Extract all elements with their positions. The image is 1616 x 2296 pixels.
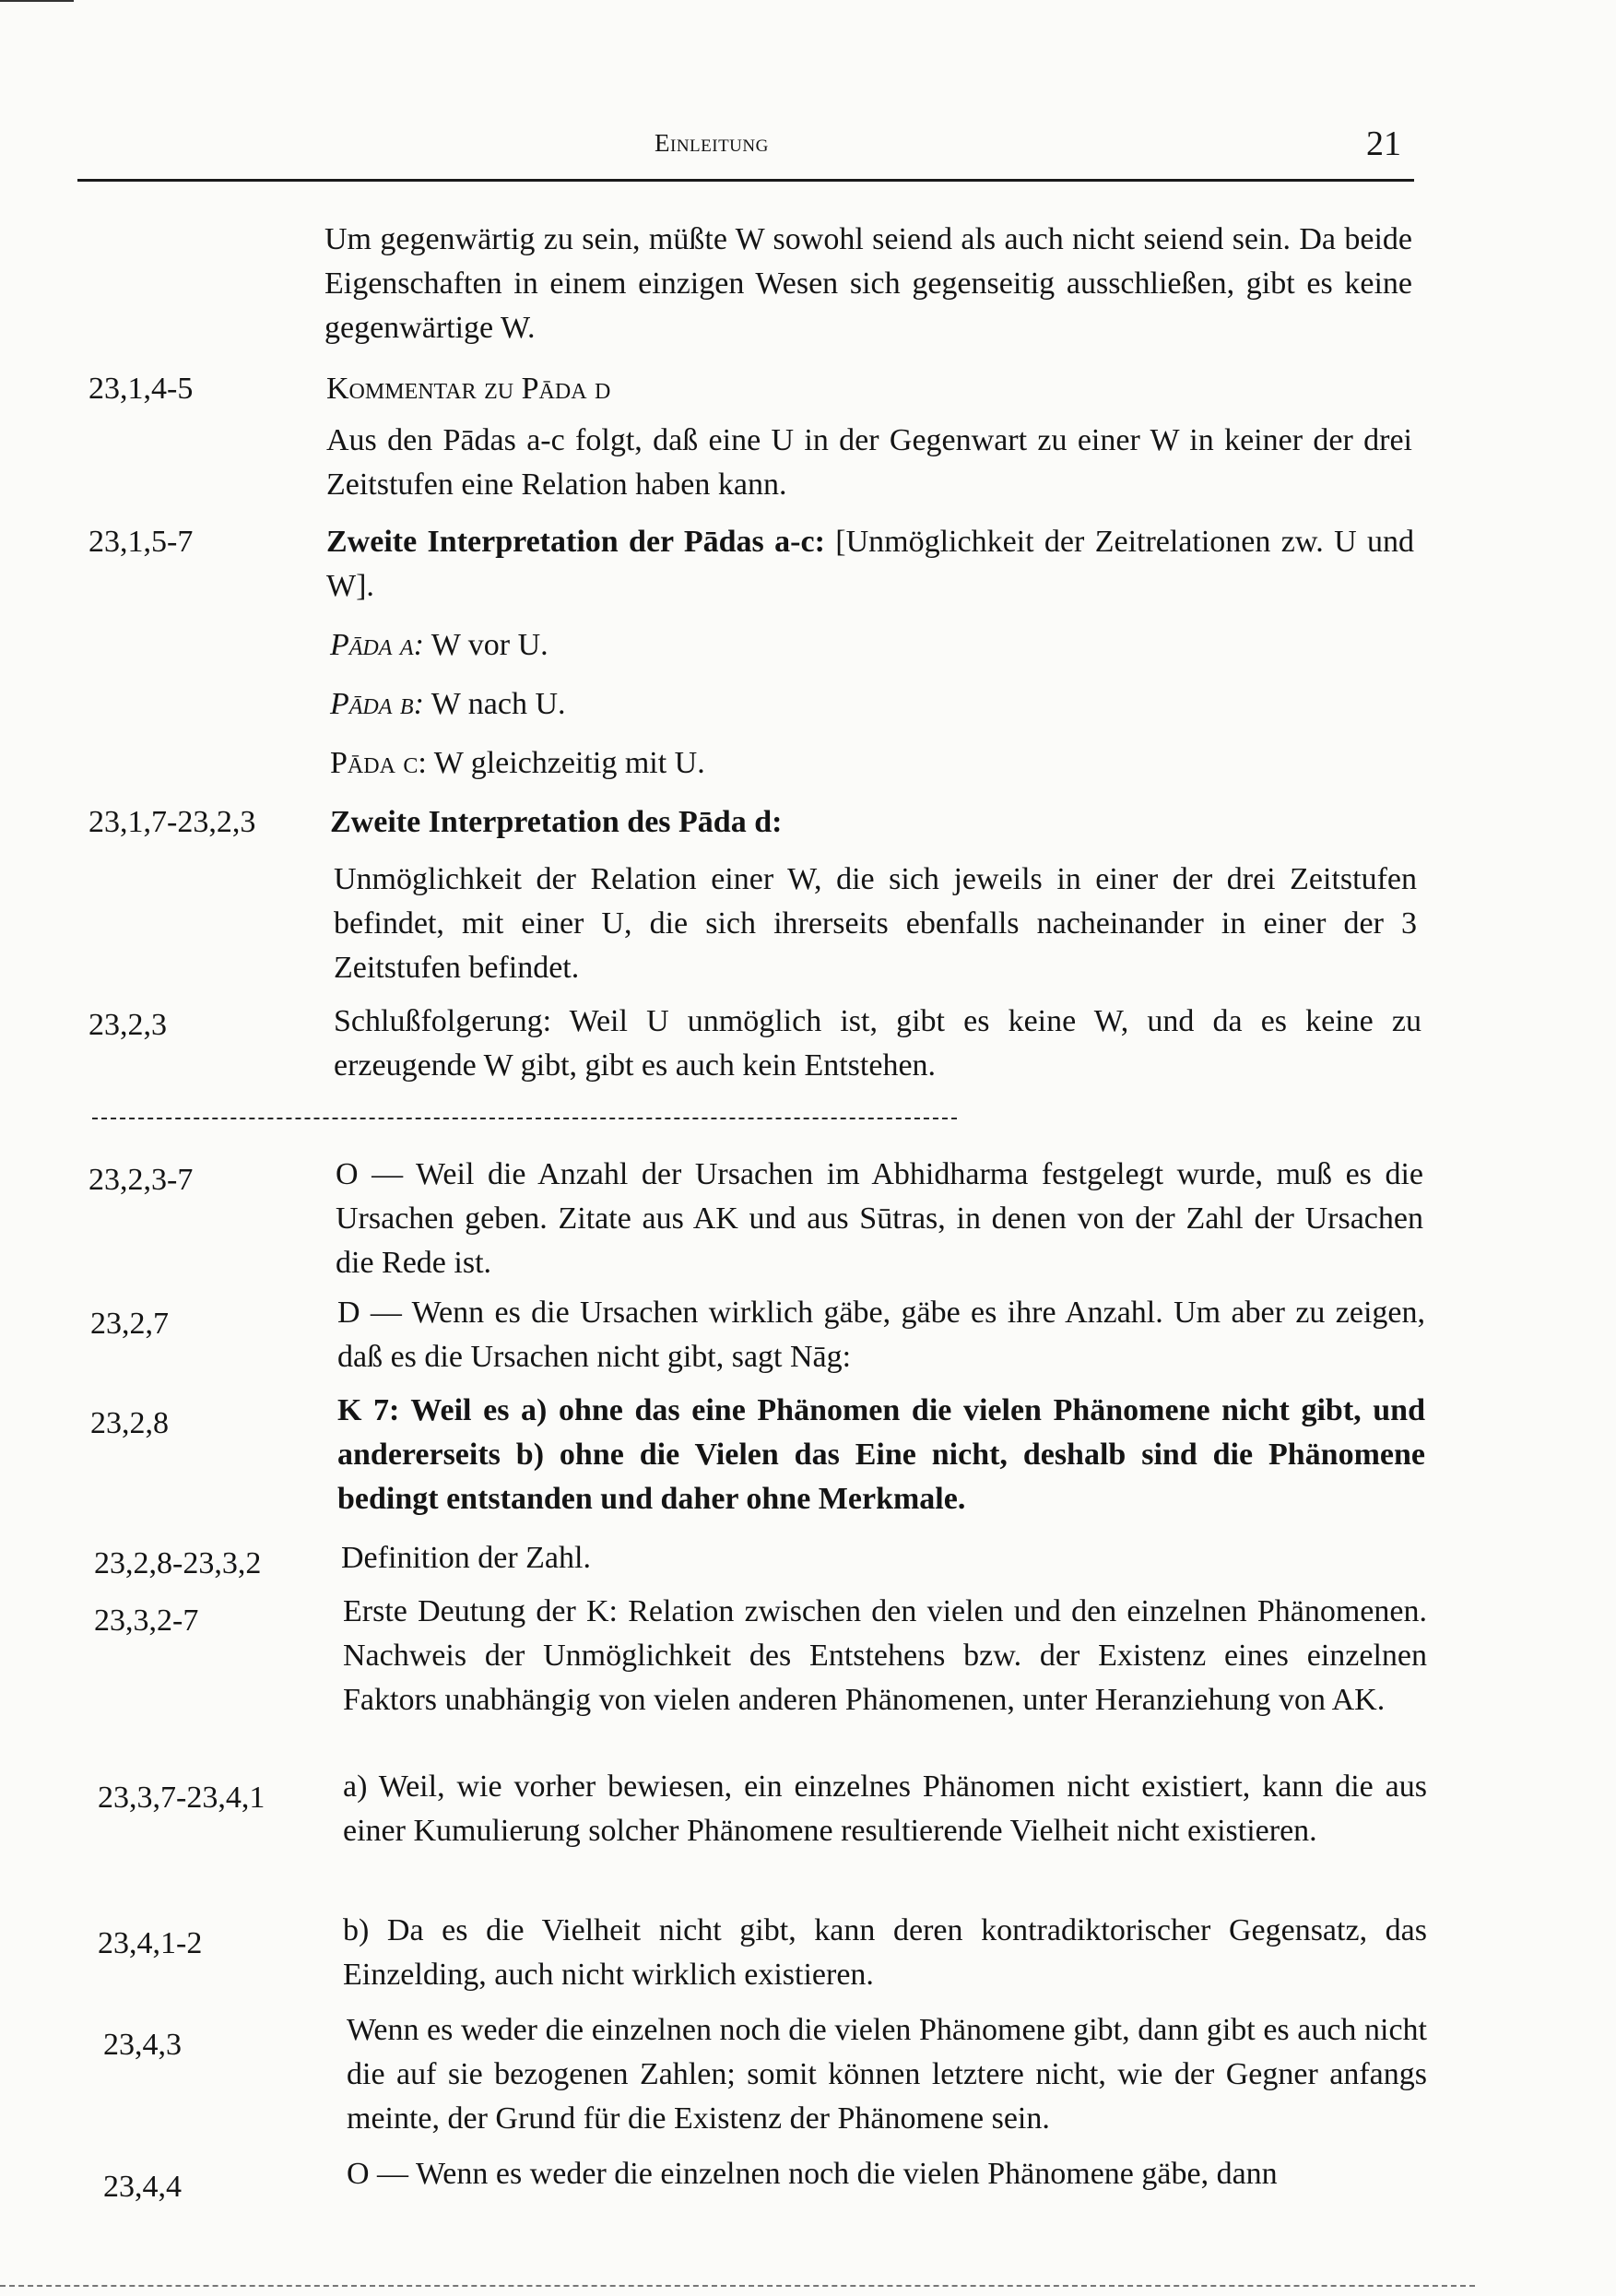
reference: 23,2,8: [90, 1406, 169, 1440]
pada-line: [330, 741, 1344, 786]
paragraph: Erste Deutung der K: Relation zwischen den vielen und den einzelnen Phänomenen. Nachweis der Unmöglichkeit des Entstehens bzw. der Existenz eines einzelnen Faktors unabhängig von vielen anderen Phänomenen, unter Heranziehung von AK.: [343, 1594, 1427, 1717]
bold-heading: Zweite Interpretation des Pāda d:: [330, 805, 783, 839]
header-rule: [77, 179, 1414, 182]
paragraph: [326, 520, 1414, 609]
pada-label: Pāda a:: [330, 628, 424, 662]
paragraph: Aus den Pādas a-c folgt, daß eine U in der Gegenwart zu einer W in keiner der drei Zeitstufen eine Relation haben kann.: [326, 423, 1412, 502]
reference: 23,2,3-7: [88, 1163, 194, 1197]
scan-edge: [0, 2285, 1475, 2287]
bold-paragraph: K 7: Weil es a) ohne das eine Phänomen die vielen Phänomene nicht gibt, und andererseits b) ohne die Vielen das Eine nicht, deshalb sind die Phänomene bedingt entstanden und daher ohne Merkmale.: [337, 1393, 1425, 1516]
page-number: 21: [1366, 124, 1401, 163]
reference: 23,2,7: [90, 1307, 169, 1341]
paragraph: D — Wenn es die Ursachen wirklich gäbe, gäbe es ihre Anzahl. Um aber zu zeigen, daß es die Ursachen nicht gibt, sagt Nāg:: [337, 1296, 1425, 1374]
pada-line: [330, 623, 1344, 668]
reference: 23,3,7-23,4,1: [98, 1781, 265, 1815]
paragraph: Um gegenwärtig zu sein, müßte W sowohl seiend als auch nicht seiend sein. Da beide Eigenschaften in einem einzigen Wesen sich gegenseitig ausschließen, gibt es keine gegenwärtige W.: [324, 222, 1412, 345]
section-separator: [92, 1118, 957, 1119]
pada-line: [330, 682, 1344, 727]
paragraph: O — Wenn es weder die einzelnen noch die vielen Phänomene gäbe, dann: [347, 2157, 1278, 2191]
reference: 23,4,3: [103, 2028, 182, 2062]
bold-heading: Zweite Interpretation der Pādas a-c:: [326, 525, 825, 559]
pada-text: W vor U.: [423, 628, 548, 662]
paragraph: O — Weil die Anzahl der Ursachen im Abhidharma festgelegt wurde, muß es die Ursachen geben. Zitate aus AK und aus Sūtras, in denen von der Zahl der Ursachen die Rede ist.: [336, 1157, 1423, 1280]
paragraph: Schlußfolgerung: Weil U unmöglich ist, gibt es keine W, und da es keine zu erzeugende W gibt, gibt es auch kein Entstehen.: [334, 1004, 1421, 1083]
scan-mark: [0, 0, 74, 2]
running-header: Einleitung: [655, 129, 769, 157]
paragraph: Unmöglichkeit der Relation einer W, die sich jeweils in einer der drei Zeitstufen befindet, mit einer U, die sich ihrerseits ebenfalls nacheinander in einer der 3 Zeitstufen befindet.: [334, 862, 1417, 985]
reference: 23,3,2-7: [94, 1604, 199, 1638]
reference: 23,2,8-23,3,2: [94, 1546, 262, 1580]
pada-text: W gleichzeitig mit U.: [426, 746, 705, 780]
reference: 23,4,1-2: [98, 1926, 203, 1960]
pada-label: Pāda b:: [330, 687, 424, 721]
reference: 23,4,4: [103, 2170, 182, 2204]
reference: 23,2,3: [88, 1008, 167, 1042]
reference: 23,1,5-7: [88, 525, 194, 559]
pada-text: W nach U.: [423, 687, 566, 721]
paragraph-text: [Unmöglichkeit der Zeitrelationen zw. U und W].: [326, 525, 1414, 603]
pada-label: Pāda c:: [330, 746, 427, 780]
paragraph: b) Da es die Vielheit nicht gibt, kann deren kontradiktorischer Gegensatz, das Einzelding, auch nicht wirklich existieren.: [343, 1913, 1427, 1992]
reference: 23,1,4-5: [88, 372, 194, 406]
paragraph: Wenn es weder die einzelnen noch die vielen Phänomene gibt, dann gibt es auch nicht die auf sie bezogenen Zahlen; somit können letztere nicht, wie der Gegner anfangs meinte, der Grund für die Existenz der Phänomene sein.: [347, 2013, 1427, 2136]
paragraph: a) Weil, wie vorher bewiesen, ein einzelnes Phänomen nicht existiert, kann die aus einer Kumulierung solcher Phänomene resultierende Vielheit nicht existieren.: [343, 1769, 1427, 1848]
section-heading: Kommentar zu Pāda d: [326, 372, 611, 406]
paragraph: Definition der Zahl.: [341, 1541, 591, 1575]
reference: 23,1,7-23,2,3: [88, 805, 256, 839]
